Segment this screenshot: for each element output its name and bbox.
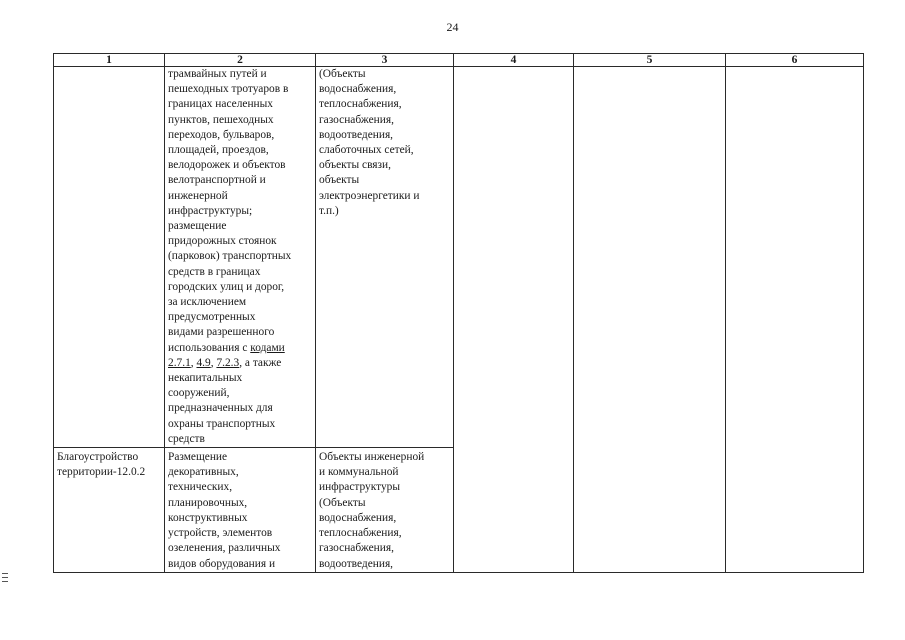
land-use-table xyxy=(53,53,864,573)
column-header-6: 6 xyxy=(726,54,864,67)
column-header-4: 4 xyxy=(454,54,574,67)
margin-mark xyxy=(2,573,8,587)
column-header-2: 2 xyxy=(165,54,316,67)
codes-word: кодами xyxy=(250,341,285,354)
row1-description xyxy=(168,67,312,447)
code-link-4-9: 4.9 xyxy=(196,356,211,369)
col5-cell xyxy=(574,67,726,573)
row2-col2-cell xyxy=(165,448,316,573)
table-row xyxy=(54,67,864,448)
column-header-5: 5 xyxy=(574,54,726,67)
code-link-7-2-3: 7.2.3 xyxy=(216,356,240,369)
row2-objects: Объекты инженерной и коммунальной инфраструктуры (Объекты водоснабжения, теплоснабжения, газоснабжения, водоотведения, xyxy=(319,451,425,570)
row1-col2-cell xyxy=(165,67,316,448)
code-link-2-7-1: 2.7.1 xyxy=(168,356,191,369)
row1-col3-cell xyxy=(316,67,454,448)
page-number: 24 xyxy=(446,20,459,34)
row1-objects: (Объекты водоснабжения, теплоснабжения, газоснабжения, водоотведения, слаботочных сетей, объекты связи, объекты электроэнергетики и т.п.) xyxy=(319,68,420,217)
column-header-1: 1 xyxy=(54,54,165,67)
column-header-3: 3 xyxy=(316,54,454,67)
code-separator: , xyxy=(210,356,217,369)
row1-description-part-a: трамвайных путей и пешеходных тротуаров в границах населенных пунктов, пешеходных переходов, бульваров, площадей, проездов, велодорожек и объектов велотранспортной и инженерной инфраструктуры; размещение придорожных стоянок (парковок) транспортных средств в границах городских улиц и дорог, за исключением предусмотренных видами разрешенного использования с xyxy=(168,68,292,354)
row1-description-part-b: , а также некапитальных сооружений, предназначенных для охраны транспортных средств xyxy=(168,356,282,445)
row1-col1-cell xyxy=(54,67,165,448)
row2-use-type: Благоустройство территории-12.0.2 xyxy=(57,451,146,479)
col4-cell xyxy=(454,67,574,573)
row2-description: Размещение декоративных, технических, планировочных, конструктивных устройств, элементов озеленения, различных видов оборудования и xyxy=(168,451,281,570)
table-header-row xyxy=(54,54,864,67)
col6-cell xyxy=(726,67,864,573)
row2-col3-cell xyxy=(316,448,454,573)
code-separator: , xyxy=(190,356,197,369)
row2-col1-cell xyxy=(54,448,165,573)
